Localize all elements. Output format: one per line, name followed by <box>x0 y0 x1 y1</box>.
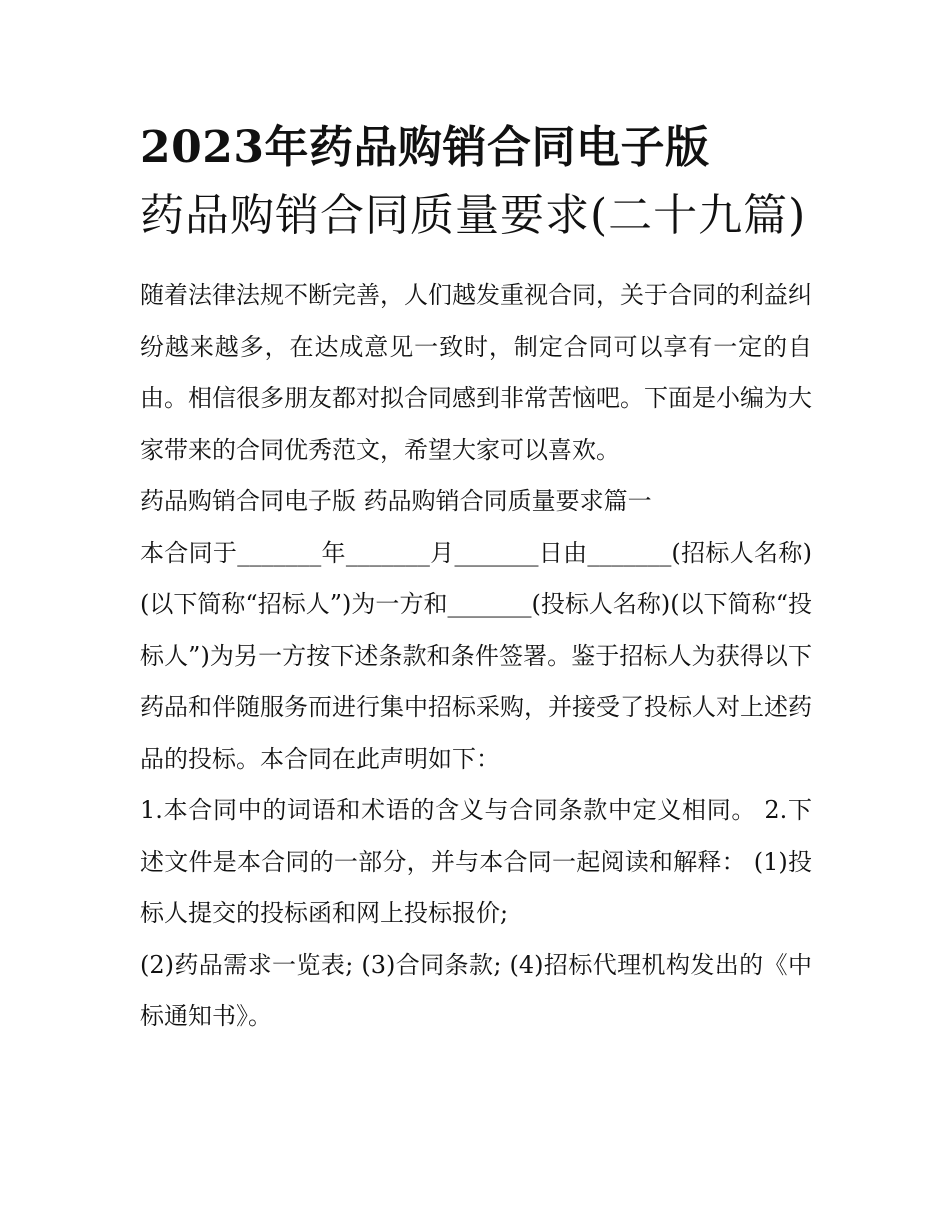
contract-documents-paragraph: (2)药品需求一览表; (3)合同条款; (4)招标代理机构发出的《中标通知书》。 <box>140 950 812 1030</box>
intro-paragraph: 随着法律法规不断完善，人们越发重视合同，关于合同的利益纠纷越来越多，在达成意见一致时，制定合同可以享有一定的自由。相信很多朋友都对拟合同感到非常苦恼吧。下面是小编为大家带来的合同优秀范文，希望大家可以喜欢。 <box>140 281 812 464</box>
contract-clause-paragraph: 1.本合同中的词语和术语的含义与合同条款中定义相同。 2.下述文件是本合同的一部分，并与本合同一起阅读和解释： (1)投标人提交的投标函和网上投标报价; <box>140 796 812 927</box>
document-body <box>140 270 812 1043</box>
document-page <box>140 116 812 1043</box>
contract-preamble-paragraph: 本合同于_______年_______月_______日由_______(招标人名称)(以下简称“招标人”)为一方和_______(投标人名称)(以下简称“投标人”)为另一方按下述条款和条件签署。鉴于招标人为获得以下药品和伴随服务而进行集中招标采购，并接受了投标人对上述药品的投标。本合同在此声明如下： <box>140 538 812 773</box>
title-line-2: 药品购销合同质量要求(二十九篇) <box>140 190 807 241</box>
document-title <box>140 116 812 248</box>
title-line-1: 2023年药品购销合同电子版 <box>140 122 710 173</box>
section-heading: 药品购销合同电子版 药品购销合同质量要求篇一 <box>140 487 652 515</box>
